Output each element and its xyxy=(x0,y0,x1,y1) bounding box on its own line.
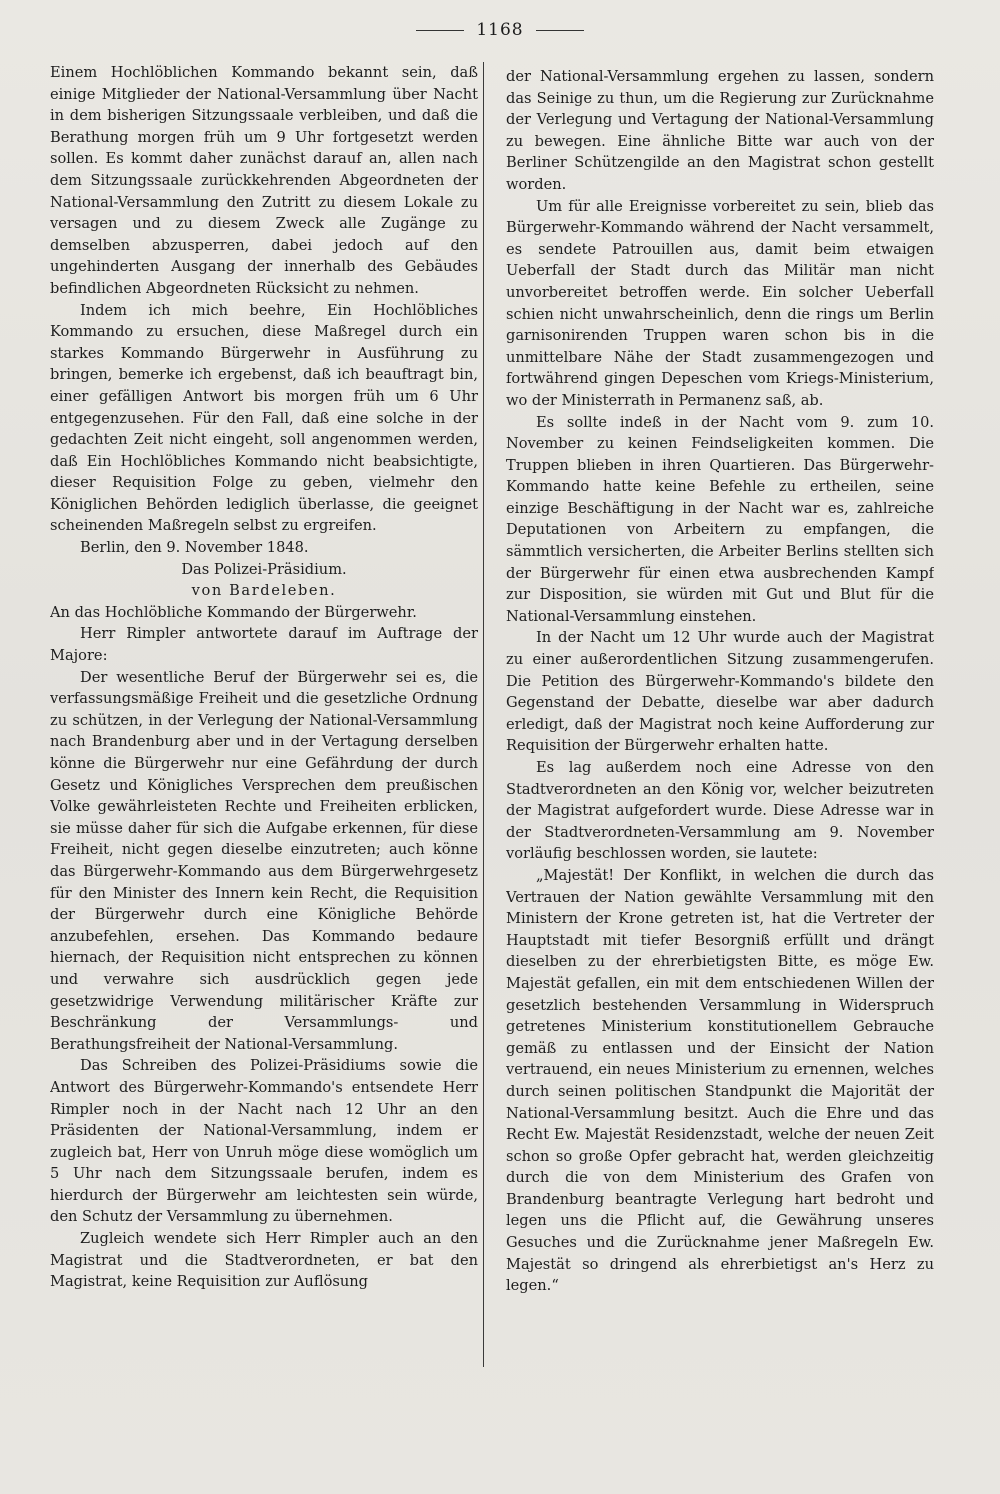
header-rule-right xyxy=(536,30,584,31)
left-column xyxy=(50,62,478,1402)
paragraph: Um für alle Ereignisse vorbereitet zu sein, blieb das Bürgerwehr-Kommando während der Nacht versammelt, es sendete Patrouillen aus, damit beim etwaigen Ueberfall der Stadt durch das Militär man nicht unvorbereitet betroffen werde. Ein solcher Ueberfall schien nicht unwahrscheinlich, denn die rings um Berlin garnisonirenden Truppen waren schon bis in die unmittelbare Nähe der Stadt zusammengezogen und fortwährend gingen Depeschen vom Kriegs-Ministerium, wo der Ministerrath in Permanenz saß, ab. xyxy=(506,197,934,409)
quoted-address: „Majestät! Der Konflikt, in welchen die durch das Vertrauen der Nation gewählte Versammlung mit den Ministern der Krone getreten ist, hat die Vertreter der Hauptstadt mit tiefer Besorgniß erfüllt und drängt dieselben zu der ehrerbietigsten Bitte, es möge Ew. Majestät gefallen, ein mit dem entschiedenen Willen der gesetzlich bestehenden Versammlung in Widerspruch getretenes Ministerium konstitutionellem Gebrauche gemäß zu entlassen und der Einsicht der Nation vertrauend, ein neues Ministerium zu ernennen, welches durch seinen politischen Standpunkt die Majorität der National-Versammlung besitzt. Auch die Ehre und das Recht Ew. Majestät Residenzstadt, welche der neuen Zeit schon so große Opfer gebracht hat, werden gleichzeitig durch die von dem Ministerium des Grafen von Brandenburg beantragte Verlegung hart bedroht und legen uns die Pflicht auf, die Gewährung unseres Gesuches und die Zurücknahme jener Maßregeln Ew. Majestät so dringend als ehrerbietigst an's Herz zu legen.“ xyxy=(506,866,934,1295)
signature-office: Das Polizei-Präsidium. xyxy=(181,560,347,578)
page-header xyxy=(0,20,1000,40)
paragraph: Einem Hochlöblichen Kommando bekannt sein, daß einige Mitglieder der National-Versammlung über Nacht in dem bisherigen Sitzungssaale verbleiben, und daß die Berathung morgen früh um 9 Uhr fortgesetzt werden sollen. Es kommt daher zunächst darauf an, allen nach dem Sitzungssaale zurückkehrenden Abgeordneten der National-Versammlung den Zutritt zu diesem Lokale zu versagen und zu diesem Zweck alle Zugänge zu demselben abzusperren, dabei jedoch auf den ungehinderten Ausgang der innerhalb des Gebäudes befindlichen Abgeordneten Rücksicht zu nehmen. xyxy=(50,64,478,297)
addressee: An das Hochlöbliche Kommando der Bürgerwehr. xyxy=(50,603,417,621)
dateline: Berlin, den 9. November 1848. xyxy=(80,539,309,557)
paragraph: Es lag außerdem noch eine Adresse von den Stadtverordneten an den König vor, welcher beizutreten der Magistrat aufgefordert wurde. Diese Adresse war in der Stadtverordneten-Versammlung am 9. November vorläufig beschlossen worden, sie lautete: xyxy=(506,759,934,863)
paragraph: In der Nacht um 12 Uhr wurde auch der Magistrat zu einer außerordentlichen Sitzung zusammengerufen. Die Petition des Bürgerwehr-Kommando's bildete den Gegenstand der Debatte, dieselbe war aber dadurch erledigt, daß der Magistrat noch keine Aufforderung zur Requisition der Bürgerwehr erhalten hatte. xyxy=(506,629,934,755)
header-rule-left xyxy=(416,30,464,31)
paragraph: der National-Versammlung ergehen zu lassen, sondern das Seinige zu thun, um die Regierung zur Zurücknahme der Verlegung und Vertagung der National-Versammlung zu bewegen. Eine ähnliche Bitte war auch von der Berliner Schützengilde an den Magistrat schon gestellt worden. xyxy=(506,68,934,193)
paragraph: Das Schreiben des Polizei-Präsidiums sowie die Antwort des Bürgerwehr-Kommando's entsendete Herr Rimpler noch in der Nacht nach 12 Uhr an den Präsidenten der National-Versammlung, indem er zugleich bat, Herr von Unruh möge diese womöglich um 5 Uhr nach dem Sitzungssaale berufen, indem es hierdurch der Bürgerwehr am leichtesten sein würde, den Schutz der Versammlung zu übernehmen. xyxy=(50,1057,478,1226)
signature-name: von Bardeleben. xyxy=(191,582,337,600)
paragraph: Indem ich mich beehre, Ein Hochlöbliches Kommando zu ersuchen, diese Maßregel durch ein starkes Kommando Bürgerwehr in Ausführung zu bringen, bemerke ich ergebenst, daß ich beauftragt bin, einer gefälligen Antwort bis morgen früh um 6 Uhr entgegenzusehen. Für den Fall, daß eine solche in der gedachten Zeit nicht eingeht, soll angenommen werden, daß Ein Hochlöbliches Kommando nicht beabsichtigte, dieser Requisition Folge zu geben, vielmehr den Königlichen Behörden lediglich überlasse, die geeignet scheinenden Maßregeln selbst zu ergreifen. xyxy=(50,301,478,535)
paragraph: Es sollte indeß in der Nacht vom 9. zum 10. November zu keinen Feindseligkeiten kommen. Die Truppen blieben in ihren Quartieren. Das Bürgerwehr-Kommando hatte keine Befehle zu ertheilen, seine einzige Beschäftigung in der Nacht war es, zahlreiche Deputationen von Arbeitern zu empfangen, die sämmtlich versicherten, die Arbeiter Berlins stellten sich der Bürgerwehr für einen etwa ausbrechenden Kampf zur Disposition, sie würden mit Gut und Blut für die National-Versammlung einstehen. xyxy=(506,413,934,625)
right-column xyxy=(506,66,934,1406)
paragraph: Der wesentliche Beruf der Bürgerwehr sei es, die verfassungsmäßige Freiheit und die gesetzliche Ordnung zu schützen, in der Verlegung der National-Versammlung nach Brandenburg aber und in der Vertagung derselben könne die Bürgerwehr nur eine Gefährdung der durch Gesetz und Königliches Versprechen dem preußischen Volke gewährleisteten Rechte und Freiheiten erblicken, sie müsse daher für sich die Aufgabe erkennen, für diese Freiheit, nicht gegen dieselbe einzutreten; auch könne das Bürgerwehr-Kommando aus dem Bürgerwehrgesetz für den Minister des Innern kein Recht, die Requisition der Bürgerwehr durch eine Königliche Behörde anzubefehlen, ersehen. Das Kommando bedaure hiernach, der Requisition nicht entsprechen zu können und verwahre sich ausdrücklich gegen jede gesetzwidrige Verwendung militärischer Kräfte zur Beschränkung der Versammlungs- und Berathungsfreiheit der National-Versammlung. xyxy=(50,668,478,1053)
page-number: 1168 xyxy=(476,20,524,40)
paragraph: Herr Rimpler antwortete darauf im Auftrage der Majore: xyxy=(50,625,478,665)
paragraph: Zugleich wendete sich Herr Rimpler auch an den Magistrat und die Stadtverordneten, er bat den Magistrat, keine Requisition zur Auflösung xyxy=(50,1230,478,1291)
column-divider xyxy=(483,62,484,1367)
